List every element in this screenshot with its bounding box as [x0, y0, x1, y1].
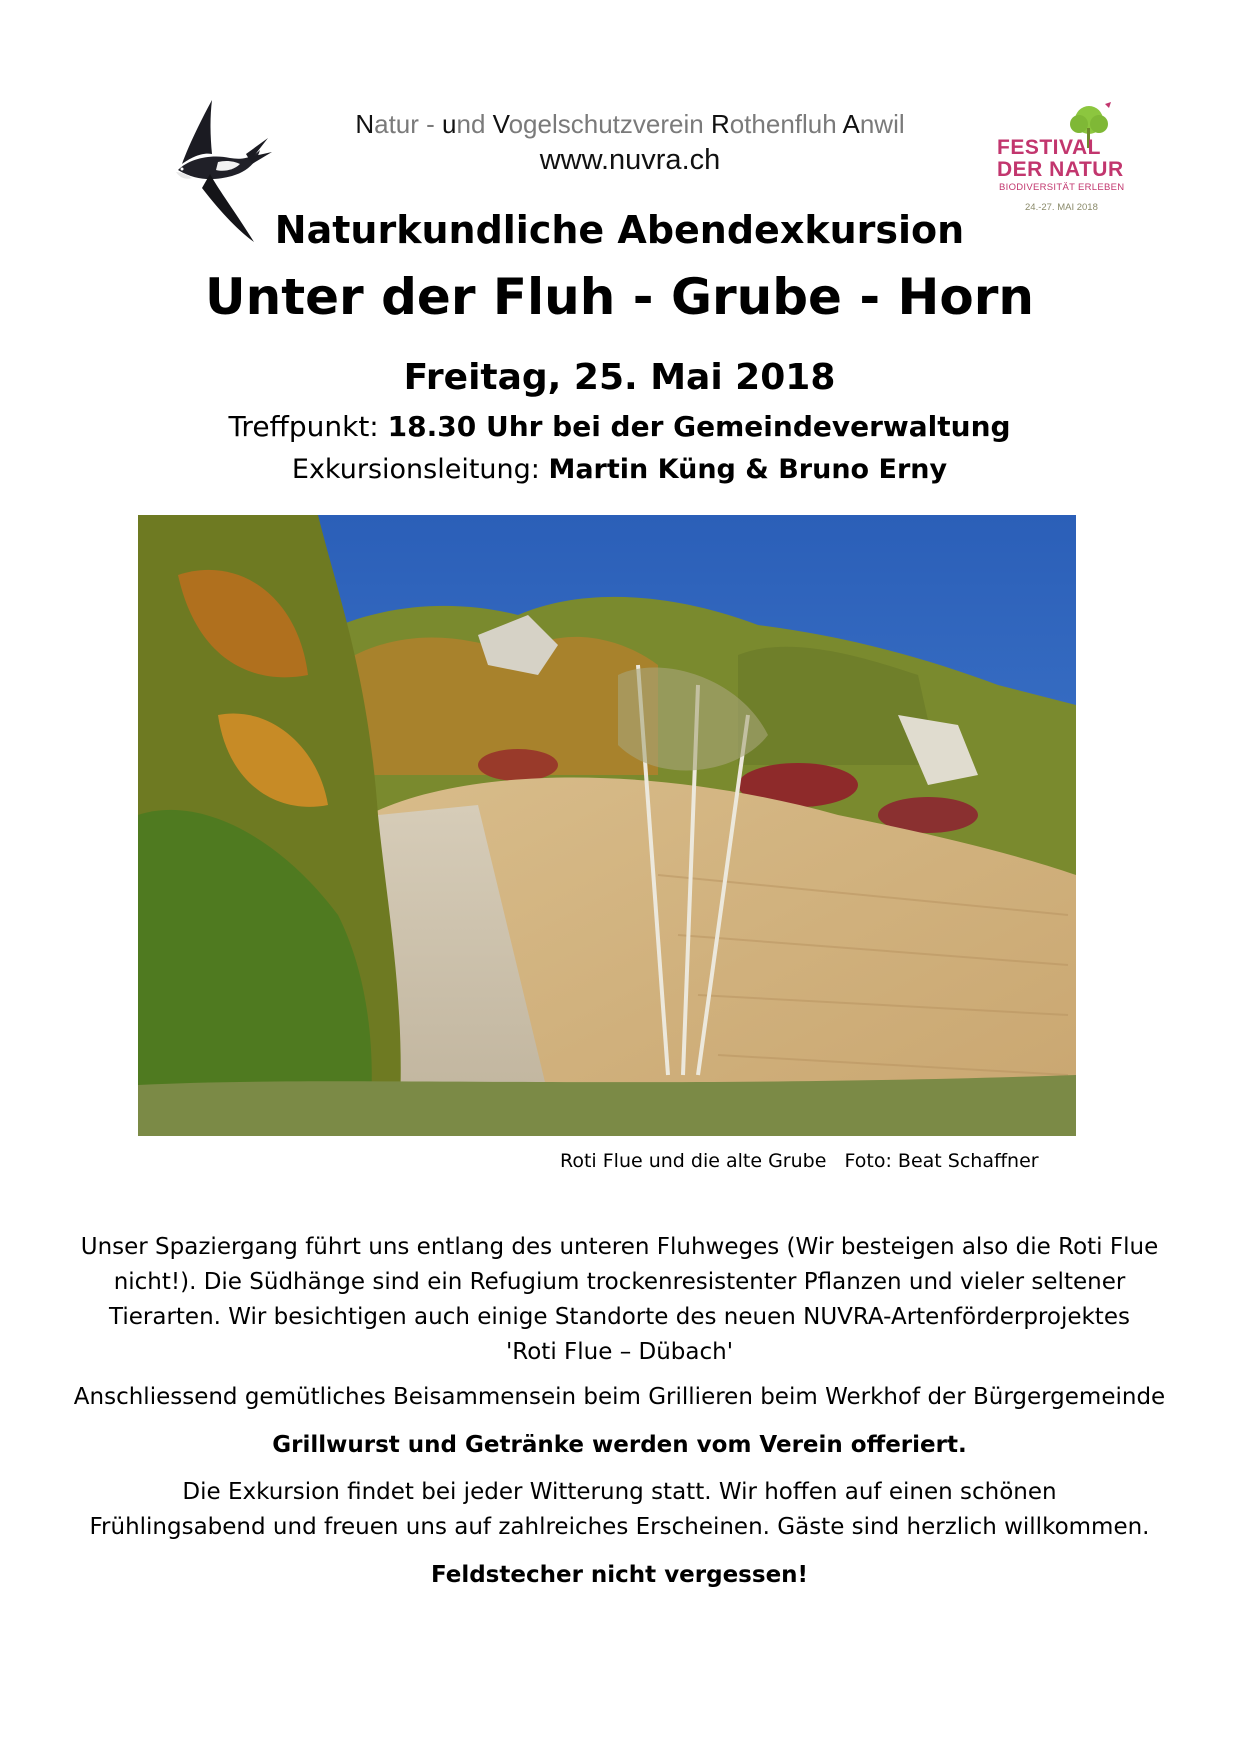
website-url[interactable]: www.nuvra.ch: [539, 144, 721, 176]
intro-line-2: nicht!). Die Südhänge sind ein Refugium trockenresistenter Pflanzen und vieler seltener: [113, 1269, 1126, 1295]
intro-line-1: Unser Spaziergang führt uns entlang des unteren Fluhweges (Wir besteigen also die Roti Flue: [80, 1234, 1159, 1260]
weather-paragraph: [60, 1475, 1179, 1545]
org-name-initial: u: [442, 109, 457, 139]
festival-title-line1: FESTIVAL: [997, 136, 1101, 159]
binoculars-reminder: Feldstecher nicht vergessen!: [430, 1562, 809, 1588]
festival-tagline: BIODIVERSITÄT ERLEBEN: [999, 182, 1125, 193]
org-name-part: nwil: [859, 109, 905, 139]
org-name-initial: V: [492, 109, 509, 139]
leaders-label: Exkursionsleitung:: [291, 454, 549, 485]
meeting-label: Treffpunkt:: [228, 410, 388, 443]
event-title: Unter der Fluh - Grube - Horn: [205, 268, 1034, 326]
event-subtitle: Naturkundliche Abendexkursion: [274, 208, 965, 252]
intro-line-4: 'Roti Flue – Dübach': [505, 1339, 734, 1365]
weather-line-1: Die Exkursion findet bei jeder Witterung statt. Wir hoffen auf einen schönen: [182, 1479, 1057, 1505]
excursion-leaders: [0, 452, 1239, 488]
org-name-initial: R: [710, 109, 730, 139]
food-offer-text: Grillwurst und Getränke werden vom Verein offeriert.: [272, 1432, 967, 1458]
meeting-point: [0, 408, 1239, 446]
festival-title-line2: DER NATUR: [997, 158, 1124, 181]
festival-der-natur-logo: [985, 100, 1135, 220]
weather-line-2: Frühlingsabend und freuen uns auf zahlreiches Erscheinen. Gäste sind herzlich willkommen.: [89, 1514, 1150, 1540]
org-name-initial: N: [355, 109, 375, 139]
intro-line-3: Tierarten. Wir besichtigen auch einige Standorte des neuen NUVRA-Artenförderprojektes: [109, 1304, 1130, 1330]
landscape-photo: [138, 515, 1076, 1136]
org-name-part: nd: [456, 109, 493, 139]
photo-caption: Roti Flue und die alte Grube Foto: Beat Schaffner: [560, 1150, 1039, 1172]
organization-name: [300, 108, 960, 140]
org-name-initial: A: [842, 109, 860, 139]
gathering-paragraph: Anschliessend gemütliches Beisammensein beim Grillieren beim Werkhof der Bürgergemeinde: [73, 1384, 1166, 1410]
event-date: Freitag, 25. Mai 2018: [403, 357, 836, 398]
org-name-part: atur -: [374, 109, 443, 139]
org-name-part: othenfluh: [729, 109, 843, 139]
festival-dates: 24.-27. MAI 2018: [1025, 202, 1098, 213]
meeting-value: 18.30 Uhr bei der Gemeindeverwaltung: [387, 410, 1011, 443]
leaders-value: Martin Küng & Bruno Erny: [548, 454, 948, 485]
intro-paragraph: [60, 1230, 1179, 1370]
org-name-part: ogelschutzverein: [508, 109, 711, 139]
